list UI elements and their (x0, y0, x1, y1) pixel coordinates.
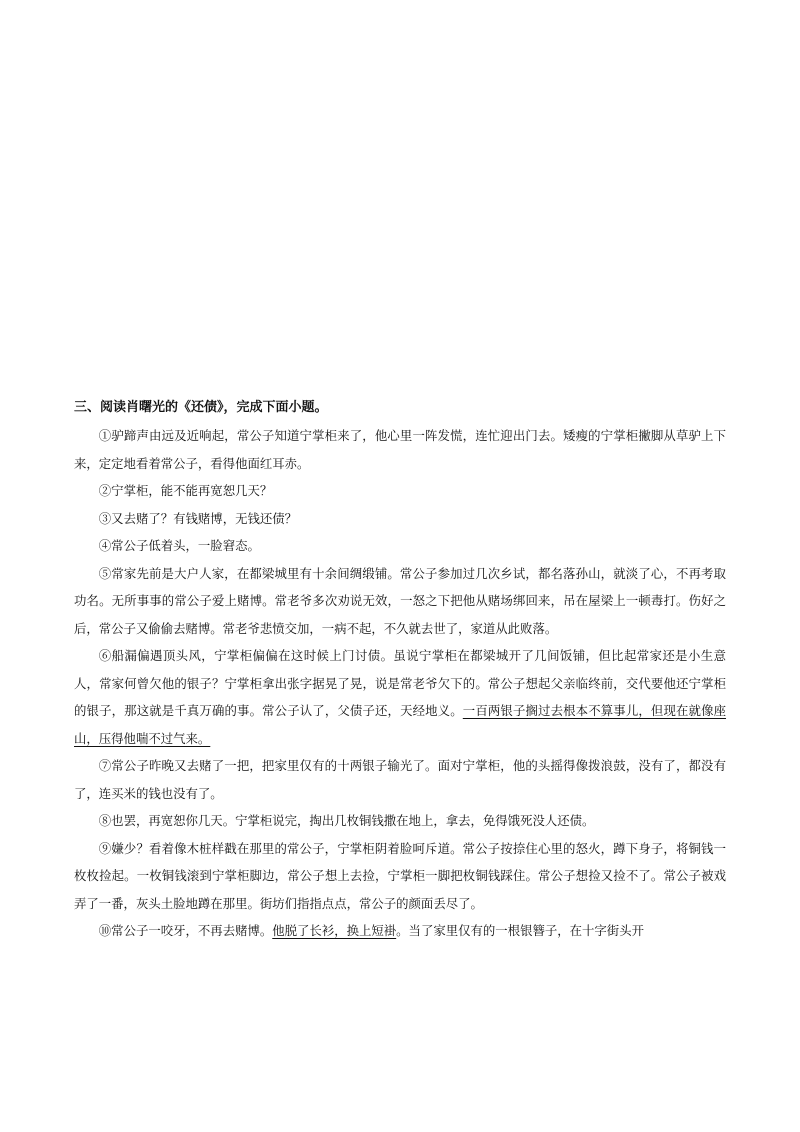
paragraph-text: ④常公子低着头，一脸窘态。 (98, 538, 260, 553)
underlined-sentence: 他脱了长衫，换上短褂 (272, 923, 397, 938)
paragraph-text: ⑧也罢，再宽恕你几天。宁掌柜说完，掏出几枚铜钱撒在地上，拿去，免得饿死没人还债。 (98, 813, 595, 828)
paragraph-tail: 。当了家里仅有的一根银簪子，在十字街头开 (396, 923, 644, 938)
paragraph-8 (74, 807, 726, 835)
paragraph-text: ③又去赌了？有钱赌博，无钱还债？ (98, 510, 298, 526)
paragraph-9 (74, 835, 726, 918)
paragraph-3 (74, 505, 726, 533)
paragraph-2 (74, 477, 726, 505)
paragraph-4 (74, 532, 726, 560)
paragraph-5 (74, 560, 726, 643)
paragraph-text: ⑤常家先前是大户人家，在都梁城里有十余间绸缎铺。常公子参加过几次乡试，都名落孙山，就淡了心，不再考取功名。无所事事的常公子爱上赌博。常老爷多次劝说无效，一怒之下把他从赌场绑回来，吊在屋梁上一顿毒打。伤好之后，常公子又偷偷去赌博。常老爷悲愤交加，一病不起，不久就去世了，家道从此败落。 (74, 565, 726, 636)
paragraph-10 (74, 917, 726, 945)
paragraph-1 (74, 422, 726, 477)
paragraph-text: ②宁掌柜，能不能再宽恕几天？ (98, 483, 273, 498)
paragraph-text: ⑦常公子昨晚又去赌了一把，把家里仅有的十两银子输光了。面对宁掌柜，他的头摇得像拨浪鼓，没有了，都没有了，连买米的钱也没有了。 (74, 758, 726, 801)
paragraph-text: ⑨嫌少？看着像木桩样戳在那里的常公子，宁掌柜阴着脸呵斥道。常公子按捺住心里的怒火，蹲下身子，将铜钱一枚枚捡起。一枚铜钱滚到宁掌柜脚边，常公子想上去捡，宁掌柜一脚把枚铜钱踩住。常公子想捡又捡不了。常公子被戏弄了一番，灰头土脸地蹲在那里。街坊们指指点点，常公子的颜面丢尽了。 (74, 840, 726, 911)
section-heading: 三、阅读肖曙光的《还债》，完成下面小题。 (74, 400, 328, 415)
paragraph-text: ⑩常公子一咬牙，不再去赌博。 (98, 923, 273, 938)
paragraph-7 (74, 752, 726, 807)
reading-passage (74, 394, 726, 945)
underlined-sentence: 一百两银子搁过去根本不算事儿，但现在就像座山，压得他喘不过气来。 (74, 703, 727, 746)
paragraph-6 (74, 642, 726, 752)
paragraph-text: ①驴蹄声由远及近响起，常公子知道宁掌柜来了，他心里一阵发慌，连忙迎出门去。矮瘦的宁掌柜撇脚从草驴上下来，定定地看着常公子，看得他面红耳赤。 (74, 428, 726, 471)
paragraph-text: ⑥船漏偏遇顶头风，宁掌柜偏偏在这时候上门讨债。虽说宁掌柜在都梁城开了几间饭铺，但比起常家还是小生意人，常家何曾欠他的银子？宁掌柜拿出张字据晃了晃，说是常老爷欠下的。常公子想起父亲临终前，交代要他还宁掌柜的银子，那这就是千真万确的事。常公子认了，父债子还，天经地义。 (74, 648, 726, 718)
